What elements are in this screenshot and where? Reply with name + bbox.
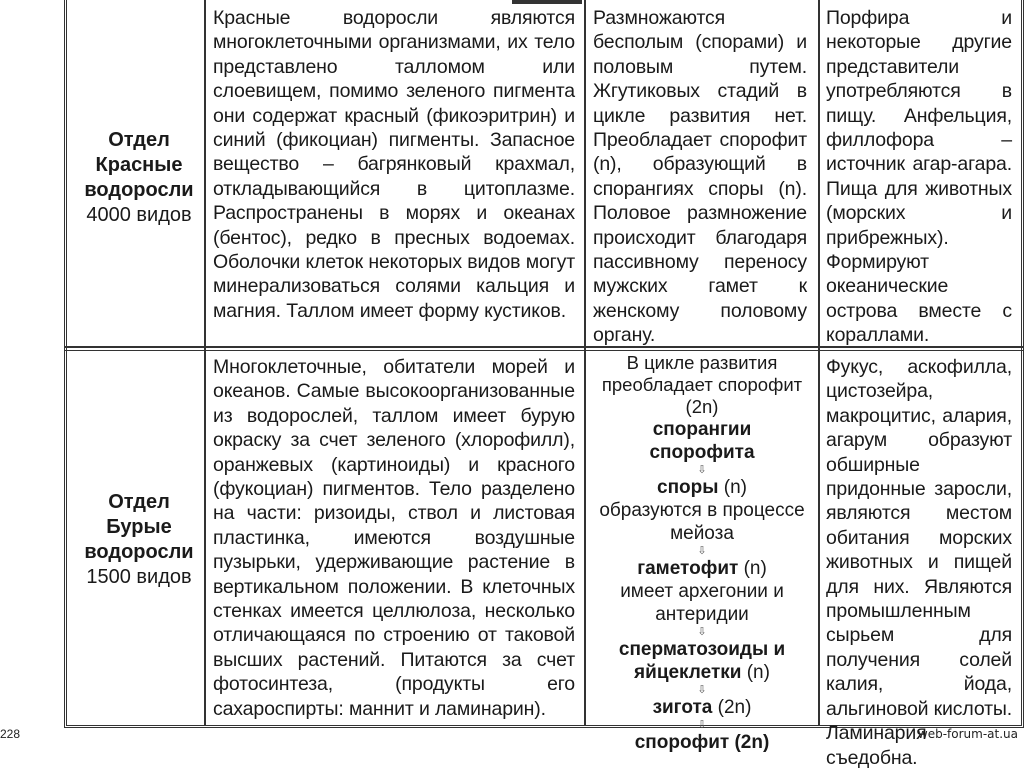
cycle-gametophyte-note: имеет архегонии и антеридии [620,581,784,625]
row-divider-inner [64,350,1024,351]
significance-brown: Фукус, аскофилла, цистозейра, макроцитис, алария, агарум образуют обширные придонные заросли, являются местом обитания морских животных и пищей для них. Являются промышленным сырьем для получения солей калия, йода, альгиновой кислоты. Ламинария съедобна. [826,356,1012,769]
col-divider-2 [584,0,586,726]
cycle-zygote: зигота (2n) [652,697,752,718]
cycle-sporophyte: спорофит (2n) [634,732,770,753]
structure-red: Красные водоросли являются многоклеточными организмами, их тело представлено талломом или слоевищем, помимо зеленого пигмента они содержат красный (фикоэритрин) и синий (фикоциан) пигменты. Запасное вещество – багрянковый крахмал, откладывающийся в цитоплазме. Распространены в морях и океанах (бентос), редко в пресных водоемах. Оболочки клеток некоторых видов могут минерализоваться солями кальция и магния. Таллом имеет форму кустиков. [213,7,575,322]
structure-brown: Многоклеточные, обитатели морей и океанов. Самые высокоорганизованные из водорослей, таллом имеет бурую окраску за счет зеленого (хлорофилл), оранжевых (картиноиды) и красного (фукоциан) пигментов. Тело разделено на части: ризоиды, ствол и листовая пластинка, имеются воздушные пузырьки, удерживающие растение в вертикальном положении. В клеточных стенках имеется целлюлоза, несколько отличающаяся по строению от таковой высших растений. Питаются за счет фотосинтеза, (продукты его сахароспирты: маннит и ламинарин). [213,356,575,720]
col-divider-1 [204,0,206,726]
watermark: web-forum-at.ua [917,727,1018,741]
cycle-spores-note: образуются в процессе мейоза [599,500,805,544]
division-title-red: Отдел Красные водоросли 4000 видов [84,129,194,226]
arrow-down-icon: ⇩ [697,684,707,696]
cycle-spores: споры (n) [657,477,747,498]
life-cycle-brown [588,352,816,754]
cycle-gametes: сперматозоиды и яйцеклетки (n) [618,639,786,683]
significance-red: Порфира и некоторые другие представители употребляются в пищу. Анфельция, филлофора – источник агар-агара. Пища для животных (морских и прибрежных). Формируют океанические острова вместе с кораллами. [826,7,1012,347]
division-title-brown: Отдел Бурые водоросли 1500 видов [84,491,194,588]
page-number: 228 [0,727,21,741]
col-divider-3 [818,0,820,726]
arrow-down-icon: ⇩ [697,719,707,731]
header-edge [512,0,582,4]
cycle-sporangia: спорангии спорофита [649,419,755,463]
reproduction-red: Размножаются бесполым (спорами) и половым путем. Жгутиковых стадий в цикле развития нет. Преобладает спорофит (n), образующий в спорангиях споры (n). Половое размножение происходит благодаря пассивному переносу мужских гамет к женскому половому органу. [593,7,807,347]
arrow-down-icon: ⇩ [697,545,707,557]
arrow-down-icon: ⇩ [697,626,707,638]
arrow-down-icon: ⇩ [697,464,707,476]
cycle-gametophyte: гаметофит (n) [637,558,767,579]
cycle-intro: В цикле развития преобладает спорофит (2n) [601,352,803,417]
